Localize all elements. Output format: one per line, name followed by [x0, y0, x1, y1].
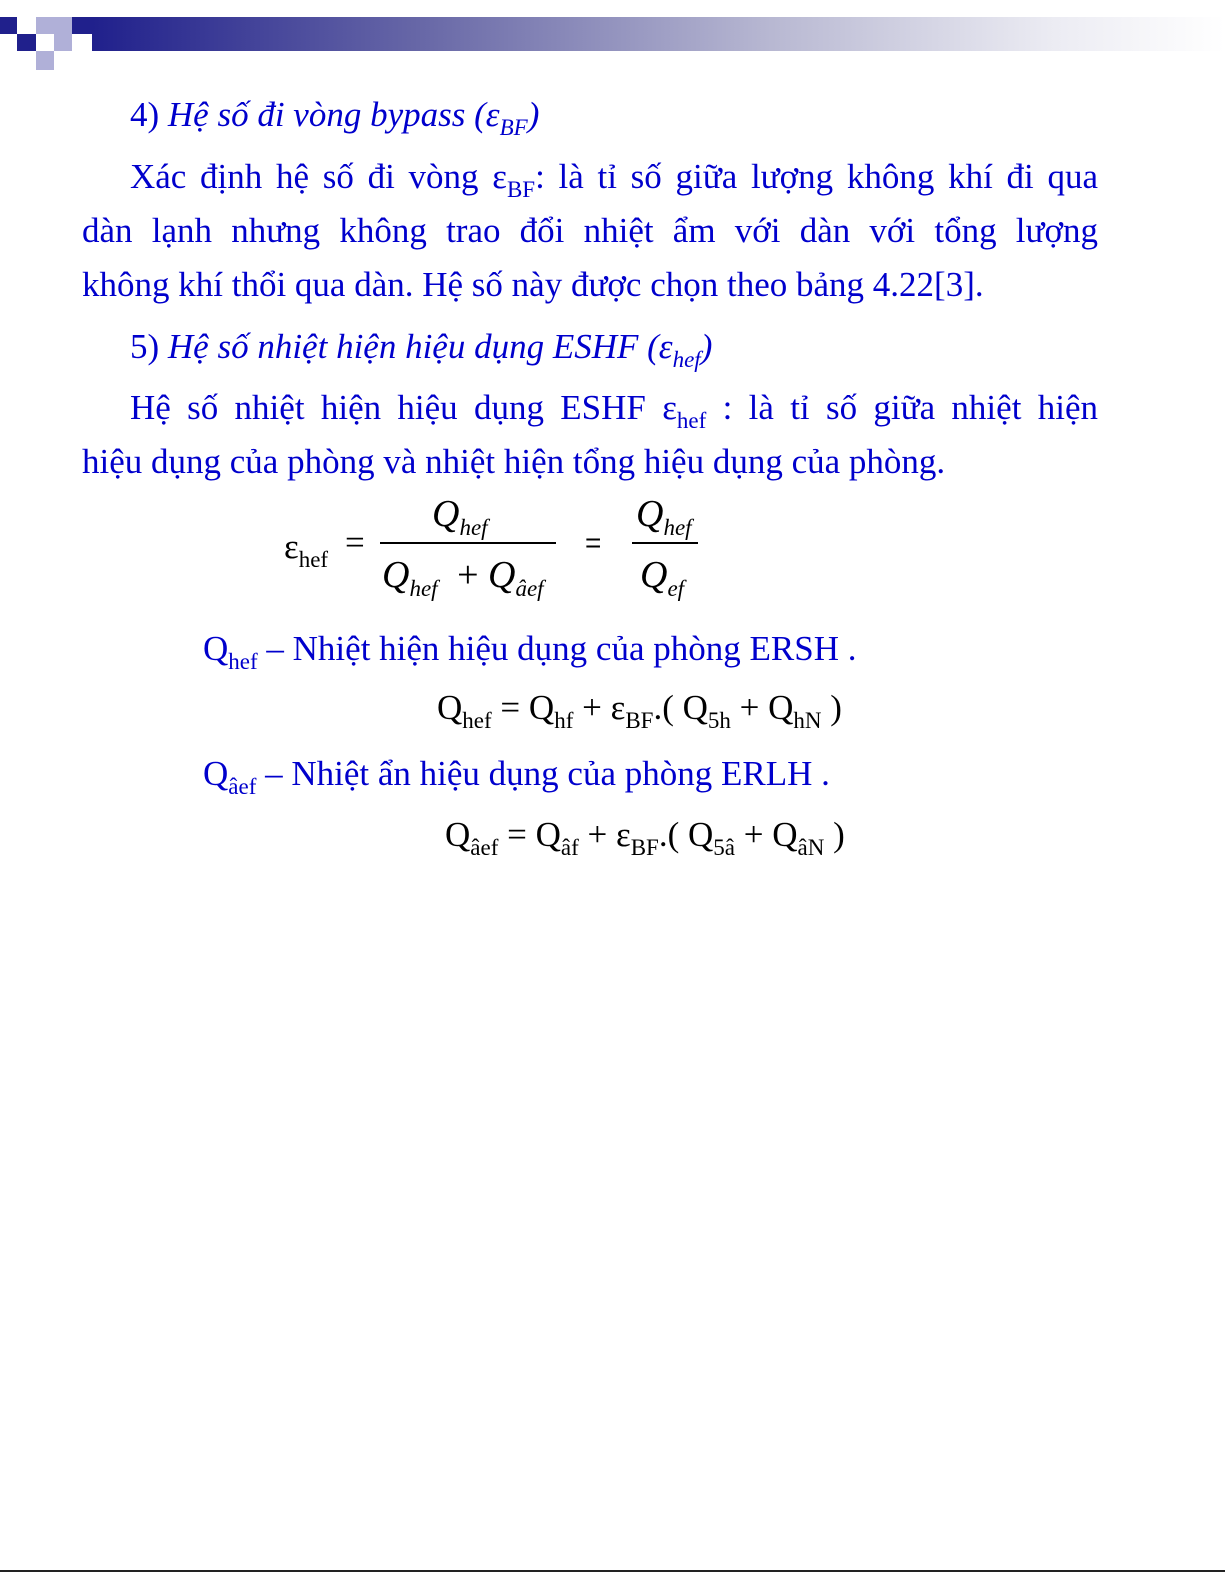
formula-lhs [284, 527, 329, 572]
fraction-bar [380, 542, 556, 544]
text-run: : là tỉ số giữa nhiệt hiện [706, 388, 1098, 427]
fraction-bar [632, 542, 698, 544]
section-5-line-2: hiệu dụng của phòng và nhiệt hiện tổng hiệu dụng của phòng. [82, 442, 946, 481]
q-symbol: Q [203, 629, 229, 668]
subscript: 5â [713, 835, 736, 860]
section-5-heading [130, 320, 712, 378]
section-5-title-close: ) [700, 327, 713, 366]
q-symbol: Q [682, 688, 708, 727]
formula-denominator [382, 553, 544, 601]
header-square [72, 17, 92, 34]
equals-sign: = [491, 688, 529, 727]
header-square [54, 34, 72, 51]
text-run: : là tỉ số giữa lượng không khí đi qua [535, 157, 1098, 196]
subscript: hef [409, 576, 438, 601]
q-symbol: Q [445, 815, 471, 854]
subscript: âef [228, 774, 257, 799]
plus-sign: + [578, 815, 617, 854]
epsilon-symbol: ε [616, 815, 631, 854]
subscript: hef [462, 708, 492, 733]
close-paren: ) [821, 688, 842, 727]
subscript: âf [560, 835, 579, 860]
q-symbol: Q [382, 554, 410, 596]
plus-sign: + [730, 688, 769, 727]
subscript: hef [228, 649, 258, 674]
header-square [54, 17, 72, 34]
subscript: âef [470, 835, 499, 860]
section-4-number: 4) [130, 95, 160, 134]
subscript: hef [459, 515, 488, 540]
subscript: 5h [707, 708, 731, 733]
header-square [17, 17, 36, 34]
section-4-title: Hệ số đi vòng bypass (ε [167, 95, 500, 134]
subscript: hN [793, 708, 822, 733]
header-square [0, 17, 17, 34]
section-4-title-sub: BF [499, 115, 528, 140]
section-4-line-1 [82, 150, 1098, 208]
formula-equals-1: = [345, 523, 365, 562]
q-symbol: Q [688, 815, 714, 854]
formula-numerator-2 [636, 492, 692, 540]
section-5-title: Hệ số nhiệt hiện hiệu dụng ESHF (ε [167, 327, 673, 366]
definition-text: – Nhiệt hiện hiệu dụng của phòng ERSH . [257, 629, 857, 668]
header-gradient-bar [92, 17, 1225, 51]
formula-equals-2: = [585, 527, 602, 558]
section-4-line-3: không khí thổi qua dàn. Hệ số này được chọn theo bảng 4.22[3]. [82, 265, 984, 304]
subscript: BF [630, 835, 659, 860]
text-run: Xác định hệ số đi vòng ε [130, 157, 507, 196]
qaef-definition [203, 747, 830, 805]
epsilon-symbol: ε [284, 527, 299, 566]
section-5-title-sub: hef [672, 347, 701, 372]
q-symbol: Q [488, 554, 516, 596]
subscript: hf [554, 708, 574, 733]
q-symbol: Q [203, 754, 229, 793]
q-symbol: Q [640, 554, 668, 596]
qhef-formula [437, 688, 842, 733]
open-paren: .( [658, 815, 689, 854]
formula-numerator [432, 492, 488, 540]
text-run: Hệ số nhiệt hiện hiệu dụng ESHF ε [130, 388, 677, 427]
section-5-number: 5) [130, 327, 160, 366]
close-paren: ) [824, 815, 845, 854]
subscript: hef [298, 547, 329, 572]
definition-text: – Nhiệt ẩn hiệu dụng của phòng ERLH . [256, 754, 830, 793]
q-symbol: Q [768, 688, 794, 727]
subscript: âef [515, 576, 544, 601]
bottom-rule [0, 1570, 1225, 1572]
q-symbol: Q [772, 815, 798, 854]
subscript: ef [667, 576, 685, 601]
q-symbol: Q [535, 815, 561, 854]
section-4-title-close: ) [527, 95, 540, 134]
qhef-definition [203, 622, 856, 680]
q-symbol: Q [437, 688, 463, 727]
q-symbol: Q [636, 493, 664, 535]
section-4-heading [130, 88, 539, 146]
open-paren: .( [653, 688, 683, 727]
plus-sign: + [573, 688, 611, 727]
subscript: âN [797, 835, 825, 860]
equals-sign: = [498, 815, 536, 854]
header-square [36, 17, 54, 34]
q-symbol: Q [528, 688, 555, 727]
formula-denominator-2 [640, 553, 685, 601]
plus-sign: + [457, 554, 479, 596]
header-square [17, 34, 36, 51]
subscript: BF [625, 708, 654, 733]
section-5-line-1 [82, 381, 1098, 439]
subscript: BF [506, 177, 536, 202]
epsilon-symbol: ε [610, 688, 626, 727]
subscript: hef [676, 408, 707, 433]
plus-sign: + [735, 815, 773, 854]
qaef-formula [445, 815, 845, 860]
subscript: hef [663, 515, 692, 540]
q-symbol: Q [432, 493, 460, 535]
section-4-line-2: dàn lạnh nhưng không trao đổi nhiệt ẩm với dàn với tổng lượng [82, 211, 1098, 250]
header-square [36, 51, 54, 70]
